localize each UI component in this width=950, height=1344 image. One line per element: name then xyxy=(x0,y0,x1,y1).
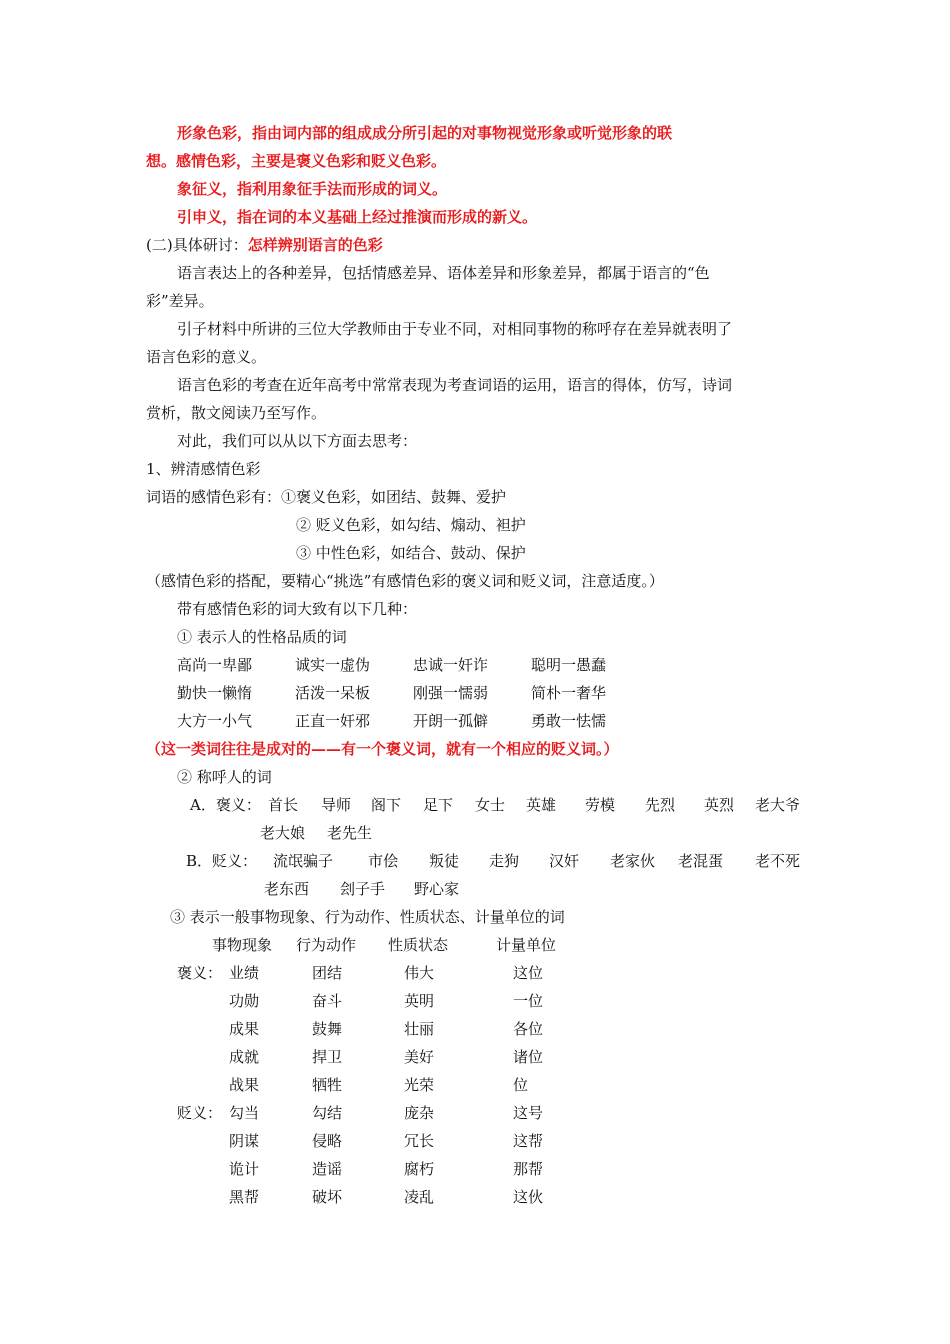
cat1-note: （这一类词往往是成对的——有一个褒义词，就有一个相应的贬义词。） xyxy=(146,740,619,758)
cat2-word: 阁下 xyxy=(371,796,402,814)
cat2-word: 女士 xyxy=(475,796,506,814)
cat2-word: 叛徒 xyxy=(429,852,460,870)
emotion-heading: 1、辨清感情色彩 xyxy=(146,460,261,478)
cat3-cell: 一位 xyxy=(513,992,544,1010)
cat2-word: 导师 xyxy=(321,796,352,814)
cat3-cell: 战果 xyxy=(229,1076,260,1094)
cat2-label-commendatory: A．褒义： xyxy=(190,796,261,814)
cat1-pair: 简朴一奢华 xyxy=(531,684,607,702)
cat3-cell: 这号 xyxy=(513,1104,544,1122)
cat3-cell: 破坏 xyxy=(312,1188,343,1206)
emotion-note: （感情色彩的搭配，要精心“挑选”有感情色彩的褒义词和贬义词，注意适度。） xyxy=(146,572,664,590)
cat3-cell: 冗长 xyxy=(404,1132,435,1150)
cat3-label-derogatory: 贬义： xyxy=(177,1104,223,1122)
cat3-cell: 侵略 xyxy=(312,1132,343,1150)
cat3-cell: 美好 xyxy=(404,1048,435,1066)
section-prefix: (二)具体研讨： xyxy=(146,236,248,254)
cat2-word: 先烈 xyxy=(645,796,676,814)
paragraph-1-line1: 语言表达上的各种差异，包括情感差异、语体差异和形象差异，都属于语言的“色 xyxy=(177,264,710,282)
emotion-intro: 词语的感情色彩有：①褒义色彩，如团结、鼓舞、爱护 xyxy=(146,488,507,506)
cat1-pair: 聪明一愚蠢 xyxy=(531,656,607,674)
cat3-cell: 这位 xyxy=(513,964,544,982)
cat1-pair: 大方一小气 xyxy=(177,712,253,730)
cat2-word: 流氓骗子 xyxy=(273,852,334,870)
cat3-cell: 这帮 xyxy=(513,1132,544,1150)
cat2-heading: ② 称呼人的词 xyxy=(177,768,272,786)
cat2-word: 老东西 xyxy=(264,880,310,898)
definition-image-color-line1: 形象色彩，指由词内部的组成成分所引起的对事物视觉形象或听觉形象的联 xyxy=(177,124,673,142)
cat3-cell: 牺牲 xyxy=(312,1076,343,1094)
paragraph-2-line2: 语言色彩的意义。 xyxy=(146,348,267,366)
cat1-pair: 忠诚一奸诈 xyxy=(413,656,489,674)
cat3-cell: 诡计 xyxy=(229,1160,260,1178)
cat1-heading: ① 表示人的性格品质的词 xyxy=(177,628,347,646)
paragraph-2-line1: 引子材料中所讲的三位大学教师由于专业不同，对相同事物的称呼存在差异就表明了 xyxy=(177,320,733,338)
cat3-cell: 功勋 xyxy=(229,992,260,1010)
cat3-cell: 凌乱 xyxy=(404,1188,435,1206)
paragraph-3-line2: 赏析，散文阅读乃至写作。 xyxy=(146,404,327,422)
emotion-item-derogatory: ② 贬义色彩，如勾结、煽动、袒护 xyxy=(296,516,526,534)
cat3-cell: 那帮 xyxy=(513,1160,544,1178)
cat2-word: 英烈 xyxy=(704,796,735,814)
cat3-cell: 位 xyxy=(513,1076,529,1094)
cat3-cell: 英明 xyxy=(404,992,435,1010)
emotion-types: 带有感情色彩的词大致有以下几种： xyxy=(177,600,418,618)
cat3-cell: 奋斗 xyxy=(312,992,343,1010)
paragraph-4: 对此，我们可以从以下方面去思考： xyxy=(177,432,418,450)
emotion-item-neutral: ③ 中性色彩，如结合、鼓动、保护 xyxy=(296,544,526,562)
cat2-label-derogatory: B．贬义： xyxy=(186,852,258,870)
cat3-cell: 勾当 xyxy=(229,1104,260,1122)
definition-symbolic: 象征义，指利用象征手法而形成的词义。 xyxy=(177,180,448,198)
cat2-word: 野心家 xyxy=(414,880,460,898)
cat2-word: 市侩 xyxy=(368,852,399,870)
cat3-cell: 腐朽 xyxy=(404,1160,435,1178)
cat2-word: 刽子手 xyxy=(340,880,386,898)
cat3-cell: 黑帮 xyxy=(229,1188,260,1206)
cat3-cell: 光荣 xyxy=(404,1076,435,1094)
cat3-cell: 造谣 xyxy=(312,1160,343,1178)
cat3-cell: 团结 xyxy=(312,964,343,982)
cat2-word: 老家伙 xyxy=(610,852,656,870)
cat3-header: 行为动作 xyxy=(296,936,357,954)
cat3-label-commendatory: 褒义： xyxy=(177,964,223,982)
cat3-cell: 诸位 xyxy=(513,1048,544,1066)
cat3-cell: 各位 xyxy=(513,1020,544,1038)
cat3-cell: 庞杂 xyxy=(404,1104,435,1122)
cat3-cell: 这伙 xyxy=(513,1188,544,1206)
cat1-pair: 高尚一卑鄙 xyxy=(177,656,253,674)
cat2-word: 汉奸 xyxy=(549,852,580,870)
definition-extended: 引申义，指在词的本义基础上经过推演而形成的新义。 xyxy=(177,208,538,226)
paragraph-1-line2: 彩”差异。 xyxy=(146,292,214,310)
cat3-cell: 阴谋 xyxy=(229,1132,260,1150)
cat1-pair: 正直一奸邪 xyxy=(295,712,371,730)
cat3-header: 事物现象 xyxy=(212,936,273,954)
cat3-cell: 业绩 xyxy=(229,964,260,982)
cat3-cell: 捍卫 xyxy=(312,1048,343,1066)
cat2-word: 老混蛋 xyxy=(678,852,724,870)
cat3-header: 计量单位 xyxy=(496,936,557,954)
cat2-word: 老大爷 xyxy=(755,796,801,814)
definition-image-color-line2: 想。感情色彩，主要是褒义色彩和贬义色彩。 xyxy=(146,152,447,170)
cat3-cell: 成果 xyxy=(229,1020,260,1038)
section-title: 怎样辨别语言的色彩 xyxy=(247,236,383,254)
cat2-word: 走狗 xyxy=(489,852,520,870)
cat3-cell: 鼓舞 xyxy=(312,1020,343,1038)
section-heading xyxy=(146,235,383,255)
cat2-word: 老先生 xyxy=(327,824,373,842)
cat1-pair: 诚实一虚伪 xyxy=(295,656,371,674)
cat3-cell: 成就 xyxy=(229,1048,260,1066)
cat2-word: 英雄 xyxy=(526,796,557,814)
cat3-cell: 勾结 xyxy=(312,1104,343,1122)
cat3-cell: 伟大 xyxy=(404,964,435,982)
cat2-word: 足下 xyxy=(423,796,454,814)
cat1-pair: 刚强一懦弱 xyxy=(413,684,489,702)
paragraph-3-line1: 语言色彩的考查在近年高考中常常表现为考查词语的运用，语言的得体，仿写，诗词 xyxy=(177,376,733,394)
cat2-word: 老不死 xyxy=(755,852,801,870)
cat1-pair: 活泼一呆板 xyxy=(295,684,371,702)
cat1-pair: 勇敢一怯懦 xyxy=(531,712,607,730)
cat3-header: 性质状态 xyxy=(388,936,449,954)
cat2-word: 老大娘 xyxy=(260,824,306,842)
cat3-cell: 壮丽 xyxy=(404,1020,435,1038)
cat1-pair: 开朗一孤僻 xyxy=(413,712,489,730)
cat1-pair: 勤快一懒惰 xyxy=(177,684,253,702)
cat2-word: 劳模 xyxy=(585,796,616,814)
cat3-heading: ③ 表示一般事物现象、行为动作、性质状态、计量单位的词 xyxy=(170,908,565,926)
cat2-word: 首长 xyxy=(268,796,299,814)
